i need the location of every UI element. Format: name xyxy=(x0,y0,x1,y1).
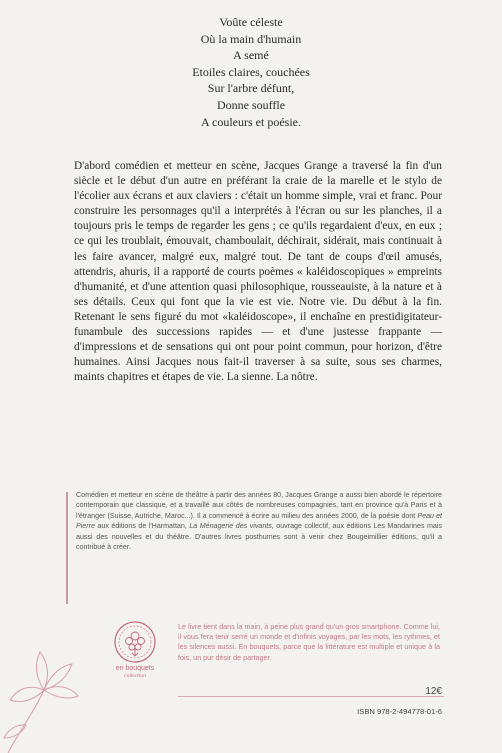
author-note-text: , ouvrage collectif, aux éditions Les Mandarines mais aussi des nouvelles et du théâtre. D'autres livres posthumes sont à venir chez Bougeimillier éditions, qu'il a contribué à créer. xyxy=(76,522,442,552)
book-title: Peau et Pierre xyxy=(76,511,442,531)
publisher-logo-sub: collection xyxy=(124,673,146,679)
author-note-text: aux éditions de l'Harmattan, xyxy=(94,522,190,531)
author-note-accent-bar xyxy=(66,492,68,604)
publisher-logo-name: en bouquets xyxy=(115,665,155,672)
poem-line: Etoiles claires, couchées xyxy=(192,64,310,79)
isbn: ISBN 978-2-494778-01-6 xyxy=(357,707,442,716)
book-description: D'abord comédien et metteur en scène, Jacques Grange a traversé la fin d'un siècle et le début d'un autre en préférant la craie de la marelle et le stylo de l'écolier aux écrans et aux claviers : c'était un homme simple, vrai et franc. Pour construire les personnages qu'il a interprétés à l'écran ou sur les planches, il a toujours pris le temps de regarder les gens ; ce qu'ils regardaient d'eux, en eux ; ce qui les troublait, émouvait, chamboulait, déchirait, sidérait, mais continuait à les faire avancer, malgré eux, malgré tout. De tant de coups d'œil amusés, attendris, ahuris, il a rapporté de courts poèmes « kaléidoscopiques » empreints d'humanité, et d'une attention quasi philosophique, rousseauiste, à la nature et à ses détails. Ceux qui font que la vie est vie. Notre vie. Du début à la fin. Retenant le sens figuré du mot «kaléidoscope», il enchaîne en prestidigitateur-funambule des successions rapides — et d'une justesse frappante — d'impressions et de sensations qui ont pour point commun, pour horizon, d'être humaines. Ainsi Jacques nous fait-il traverser à sa suite, sous ses charmes, maints chapitres et étapes de vie. La sienne. La nôtre. xyxy=(74,160,442,384)
author-biography xyxy=(76,490,442,552)
poem-line: A semé xyxy=(233,48,269,63)
author-note-text: Comédien et metteur en scène de théâtre à partir des années 80, Jacques Grange a aussi bien abordé le répertoire contemporain que classique, et a travaillé aux côtés de nombreuses compagnies, tant en province qu'à Paris et à l'étranger (Suisse, Autriche, Maroc...). Il a commencé à écrire au milieu des années 2000, de la poésie dont xyxy=(76,491,442,520)
poem-line: Voûte céleste xyxy=(219,15,283,29)
poem-line: A couleurs et poésie. xyxy=(201,114,301,129)
poem xyxy=(0,14,502,130)
poem-line: Sur l'arbre défunt, xyxy=(207,81,295,96)
poem-line: Où la main d'humain xyxy=(200,31,302,46)
poem-line: Donne souffle xyxy=(216,97,286,112)
collection-description: Le livre tient dans la main, à peine plus grand qu'un gros smartphone. Comme lui, il vous fera tenir serré un monde et d'infinis voyages, par les mots, les rythmes, et les silences aussi. En bouquets, parce que la littérature est multiple et unique à la fois, un pur désir de partager. xyxy=(178,622,440,662)
price: 12€ xyxy=(425,686,442,697)
bouquet-logo-icon xyxy=(113,620,157,664)
book-title: La Ménagerie des vivants xyxy=(189,522,272,531)
publisher-logo xyxy=(108,620,162,690)
